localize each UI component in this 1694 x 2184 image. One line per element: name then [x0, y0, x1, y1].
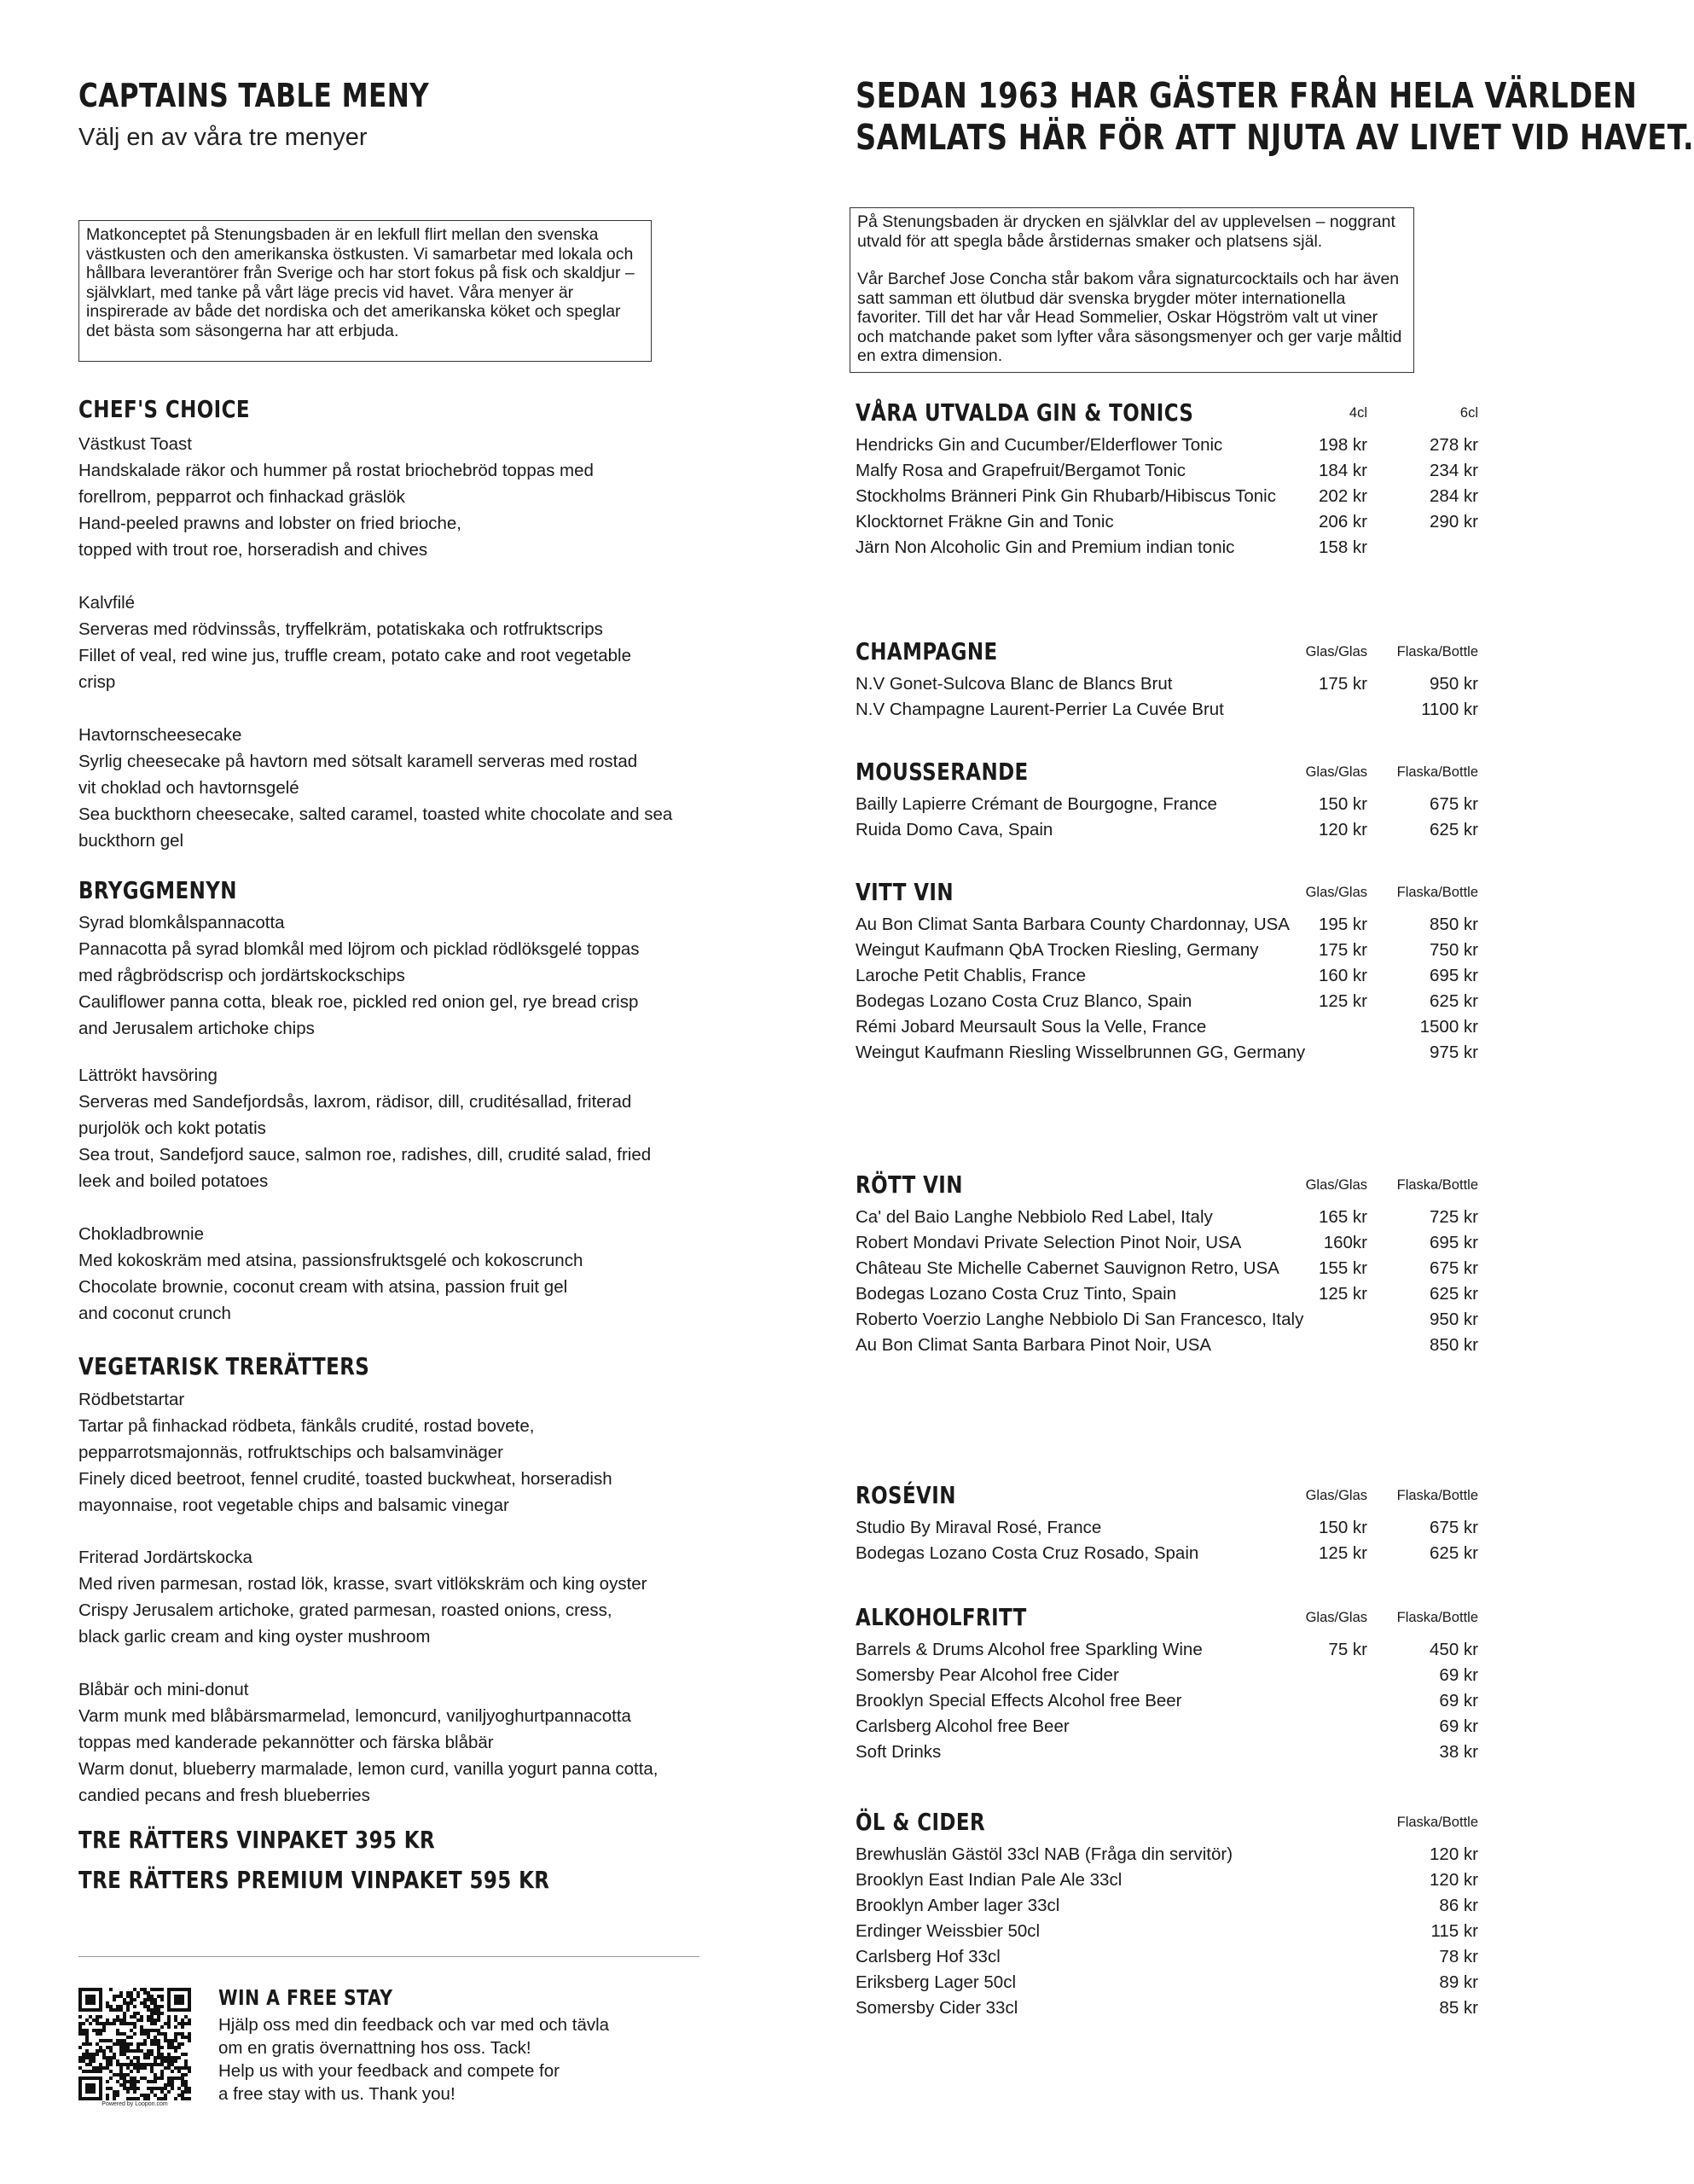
food-intro-text: Matkonceptet på Stenungsbaden är en lekfull flirt mellan den svenska västkusten och den amerikanska östkusten. Vi samarbetar med lokala och hållbara leverantörer från Sverige och har stort fokus på fisk och skaldjur – självklart, med tanke på vårt läge precis vid havet. Våra menyer är inspirerade av både det nordiska och det amerikanska köket och speglar det bästa som säsongerna har att erbjuda. [86, 225, 635, 340]
win-text [218, 2013, 662, 2106]
drinks-intro-p1: På Stenungsbaden är drycken en självklar del av upplevelsen – noggrant utvald för att spegla både årstidernas smaker och platsens själ. [857, 212, 1395, 251]
bottle-price: 625 kr [1430, 1543, 1478, 1563]
drink-row [856, 1637, 1478, 1663]
drink-name: Järn Non Alcoholic Gin and Premium indian tonic [856, 537, 1235, 557]
bottle-price: 675 kr [1430, 1518, 1478, 1537]
drink-section [856, 637, 1478, 723]
drink-name: Brooklyn Special Effects Alcohol free Beer [856, 1691, 1182, 1711]
drink-name: Bailly Lapierre Crémant de Bourgogne, France [856, 794, 1217, 814]
dish-block [78, 1221, 693, 1327]
bottle-price: 625 kr [1430, 1284, 1478, 1304]
drink-row [856, 1740, 1478, 1765]
menu-title: CAPTAINS TABLE MENY [78, 77, 430, 114]
dish-line: and coconut crunch [78, 1304, 231, 1323]
dish-name: Blåbär och mini-donut [78, 1680, 249, 1699]
dish-name: Syrad blomkålspannacotta [78, 913, 285, 932]
drink-row [856, 697, 1478, 723]
drink-section-heading: RÖTT VIN [856, 1170, 963, 1199]
drink-section [856, 758, 1478, 843]
drink-section-header [856, 1481, 1478, 1515]
drink-name: Bodegas Lozano Costa Cruz Tinto, Spain [856, 1284, 1177, 1304]
drink-section-heading: VÅRA UTVALDA GIN & TONICS [856, 398, 1194, 427]
drink-row [856, 671, 1478, 697]
drink-row [856, 792, 1478, 817]
bottle-price: 69 kr [1439, 1665, 1478, 1685]
bottle-price: 120 kr [1430, 1870, 1478, 1890]
drink-row [856, 1307, 1478, 1333]
dish-line: toppas med kanderade pekannötter och färska blåbär [78, 1733, 494, 1752]
menu-subtitle: Välj en av våra tre menyer [78, 124, 368, 151]
dish-line: buckthorn gel [78, 831, 184, 851]
drink-name: Au Bon Climat Santa Barbara County Chardonnay, USA [856, 915, 1290, 934]
drink-name: Malfy Rosa and Grapefruit/Bergamot Tonic [856, 461, 1186, 480]
bottle-price: 695 kr [1430, 966, 1478, 985]
drink-row [856, 1867, 1478, 1893]
drink-row [856, 1688, 1478, 1714]
glass-price: 206 kr [1319, 512, 1367, 531]
drink-section [856, 1808, 1478, 2021]
drink-name: Somersby Pear Alcohol free Cider [856, 1665, 1119, 1685]
dish-line: Pannacotta på syrad blomkål med löjrom och picklad rödlöksgelé toppas [78, 939, 640, 959]
drink-name: Weingut Kaufmann QbA Trocken Riesling, Germany [856, 940, 1259, 960]
drink-section [856, 1603, 1478, 1765]
dish-name: Rödbetstartar [78, 1390, 185, 1409]
glass-price: 202 kr [1319, 486, 1367, 506]
drink-section [856, 1481, 1478, 1566]
bottle-column-label: Flaska/Bottle [1396, 1610, 1478, 1625]
drinks-intro-p2: Vår Barchef Jose Concha står bakom våra signaturcocktails och har även satt samman ett ölutbud där svenska brygder möter internationella favoriter. Till det har vår Head Sommelier, Oskar Högström valt ut viner och matchande paket som lyfter våra säsongsmenyer och ger varje måltid en extra dimension. [857, 270, 1402, 365]
bottle-price: 78 kr [1439, 1947, 1478, 1966]
drinks-intro-box [850, 207, 1414, 373]
food-intro-box [78, 220, 652, 362]
drink-name: Brewhuslän Gästöl 33cl NAB (Fråga din servitör) [856, 1844, 1233, 1864]
win-line: Hjälp oss med din feedback och var med och tävla [218, 2015, 610, 2035]
drink-row [856, 1014, 1478, 1040]
win-line: Help us with your feedback and compete for [218, 2061, 560, 2081]
glass-price: 125 kr [1319, 991, 1367, 1011]
drinks-title-line: SEDAN 1963 HAR GÄSTER FRÅN HELA VÄRLDEN [856, 75, 1638, 116]
section-heading: BRYGGMENYN [78, 876, 237, 904]
glass-price: 165 kr [1319, 1207, 1367, 1227]
drink-name: Brooklyn Amber lager 33cl [856, 1896, 1060, 1915]
dish-block [78, 1386, 693, 1519]
drink-row [856, 1541, 1478, 1566]
bottle-column-label: 6cl [1459, 405, 1478, 421]
drink-name: Soft Drinks [856, 1742, 942, 1762]
drink-name: Hendricks Gin and Cucumber/Elderflower Tonic [856, 435, 1223, 455]
drinks-title [856, 75, 1694, 159]
section-heading: CHEF'S CHOICE [78, 395, 250, 423]
drink-section-heading: ALKOHOLFRITT [856, 1603, 1027, 1631]
drink-row [856, 1663, 1478, 1688]
drink-row [856, 433, 1478, 458]
glass-price: 150 kr [1319, 1518, 1367, 1537]
drink-row [856, 509, 1478, 535]
bottle-price: 625 kr [1430, 820, 1478, 839]
dish-line: Sea trout, Sandefjord sauce, salmon roe, radishes, dill, crudité salad, fried [78, 1145, 652, 1165]
dish-line: and Jerusalem artichoke chips [78, 1019, 315, 1038]
bottle-column-label: Flaska/Bottle [1396, 885, 1478, 900]
glass-column-label: Glas/Glas [1305, 1488, 1367, 1503]
drink-row [856, 1256, 1478, 1281]
glass-price: 184 kr [1319, 461, 1367, 480]
bottle-price: 284 kr [1430, 486, 1478, 506]
drink-name: Robert Mondavi Private Selection Pinot Noir, USA [856, 1233, 1242, 1252]
dish-name: Lättrökt havsöring [78, 1066, 218, 1085]
bottle-price: 278 kr [1430, 435, 1478, 455]
drink-row [856, 963, 1478, 989]
drinks-title-line: SAMLATS HÄR FÖR ATT NJUTA AV LIVET VID HAVET. [856, 117, 1694, 158]
drink-row [856, 1515, 1478, 1541]
dish-line: Med riven parmesan, rostad lök, krasse, svart vitlökskräm och king oyster [78, 1574, 647, 1594]
footer-divider [78, 1956, 699, 1957]
drink-section-header [856, 398, 1478, 433]
drink-section-header [856, 1808, 1478, 1842]
dish-line: Med kokoskräm med atsina, passionsfruktsgelé och kokoscrunch [78, 1251, 583, 1270]
bottle-price: 85 kr [1439, 1998, 1478, 2018]
drink-row [856, 817, 1478, 843]
dish-block [78, 909, 693, 1042]
glass-price: 75 kr [1328, 1640, 1367, 1659]
dish-line: Cauliflower panna cotta, bleak roe, pickled red onion gel, rye bread crisp [78, 992, 639, 1012]
bottle-price: 675 kr [1430, 794, 1478, 814]
drink-name: Somersby Cider 33cl [856, 1998, 1018, 2018]
drink-name: N.V Gonet-Sulcova Blanc de Blancs Brut [856, 674, 1173, 694]
bottle-price: 89 kr [1439, 1972, 1478, 1992]
glass-price: 198 kr [1319, 435, 1367, 455]
glass-price: 160kr [1323, 1233, 1367, 1252]
bottle-price: 975 kr [1430, 1043, 1478, 1062]
drink-name: Brooklyn East Indian Pale Ale 33cl [856, 1870, 1123, 1890]
drink-section [856, 398, 1478, 561]
drink-name: Bodegas Lozano Costa Cruz Blanco, Spain [856, 991, 1192, 1011]
glass-price: 155 kr [1319, 1258, 1367, 1278]
glass-price: 158 kr [1319, 537, 1367, 557]
dish-name: Friterad Jordärtskocka [78, 1548, 252, 1567]
section-heading: VEGETARISK TRERÄTTERS [78, 1352, 370, 1380]
glass-price: 195 kr [1319, 915, 1367, 934]
bottle-price: 234 kr [1430, 461, 1478, 480]
dish-name: Västkust Toast [78, 434, 192, 454]
dish-line: Varm munk med blåbärsmarmelad, lemoncurd, vaniljyoghurtpannacotta [78, 1706, 631, 1726]
drink-section-heading: CHAMPAGNE [856, 637, 998, 665]
drink-name: Erdinger Weissbier 50cl [856, 1921, 1041, 1941]
glass-price: 125 kr [1319, 1284, 1367, 1304]
drink-row [856, 1205, 1478, 1230]
bottle-price: 450 kr [1430, 1640, 1478, 1659]
glass-price: 175 kr [1319, 940, 1367, 960]
win-title: WIN A FREE STAY [218, 1985, 393, 2010]
dish-line: leek and boiled potatoes [78, 1171, 269, 1191]
glass-price: 125 kr [1319, 1543, 1367, 1563]
dish-line: topped with trout roe, horseradish and chives [78, 540, 428, 560]
drink-section-header [856, 1603, 1478, 1637]
bottle-price: 695 kr [1430, 1233, 1478, 1252]
drink-section-heading: ÖL & CIDER [856, 1808, 986, 1836]
bottle-price: 120 kr [1430, 1844, 1478, 1864]
drink-name: Eriksberg Lager 50cl [856, 1972, 1017, 1992]
bottle-price: 750 kr [1430, 940, 1478, 960]
bottle-column-label: Flaska/Bottle [1396, 644, 1478, 659]
drink-row [856, 1919, 1478, 1944]
bottle-price: 69 kr [1439, 1691, 1478, 1711]
dish-name: Havtornscheesecake [78, 725, 242, 745]
drink-name: Carlsberg Alcohol free Beer [856, 1716, 1070, 1736]
bottle-price: 115 kr [1430, 1921, 1478, 1941]
win-line: om en gratis övernattning hos oss. Tack! [218, 2038, 531, 2058]
qr-caption: Powered by Loopon.com [102, 2101, 168, 2107]
drink-row [856, 1944, 1478, 1970]
bottle-price: 950 kr [1430, 1310, 1478, 1329]
bottle-price: 1100 kr [1421, 700, 1478, 719]
dish-line: Tartar på finhackad rödbeta, fänkåls crudité, rostad bovete, [78, 1416, 535, 1436]
dish-line: Fillet of veal, red wine jus, truffle cream, potato cake and root vegetable [78, 646, 632, 665]
dish-line: Chocolate brownie, coconut cream with atsina, passion fruit gel [78, 1277, 568, 1297]
dish-line: med rågbrödscrisp och jordärtskockschips [78, 966, 405, 985]
bottle-price: 850 kr [1430, 915, 1478, 934]
dish-line: Warm donut, blueberry marmalade, lemon curd, vanilla yogurt panna cotta, [78, 1759, 658, 1779]
drink-row [856, 989, 1478, 1014]
dish-name: Chokladbrownie [78, 1224, 205, 1244]
drink-name: Studio By Miraval Rosé, France [856, 1518, 1102, 1537]
dish-line: Serveras med Sandefjordsås, laxrom, rädisor, dill, cruditésallad, friterad [78, 1092, 632, 1112]
glass-column-label: 4cl [1349, 405, 1367, 421]
drink-row [856, 1970, 1478, 1995]
dish-line: forellrom, pepparrot och finhackad gräslök [78, 487, 405, 507]
dish-block [78, 431, 693, 563]
drink-name: Klocktornet Fräkne Gin and Tonic [856, 512, 1114, 531]
drink-section [856, 1170, 1478, 1358]
drink-row [856, 458, 1478, 484]
dish-block [78, 590, 693, 695]
drink-section-header [856, 758, 1478, 792]
glass-column-label: Glas/Glas [1305, 1177, 1367, 1193]
dish-line: Sea buckthorn cheesecake, salted caramel, toasted white chocolate and sea [78, 804, 673, 824]
drink-section [856, 878, 1478, 1066]
drink-name: Rémi Jobard Meursault Sous la Velle, France [856, 1017, 1207, 1037]
dish-line: Crispy Jerusalem artichoke, grated parmesan, roasted onions, cress, [78, 1600, 612, 1620]
drink-row [856, 912, 1478, 938]
glass-price: 160 kr [1319, 966, 1367, 985]
drink-row [856, 1333, 1478, 1358]
drink-section-heading: VITT VIN [856, 878, 954, 906]
drink-name: Au Bon Climat Santa Barbara Pinot Noir, USA [856, 1335, 1212, 1355]
dish-block [78, 1062, 693, 1194]
drink-name: Weingut Kaufmann Riesling Wisselbrunnen GG, Germany [856, 1043, 1306, 1062]
drink-name: Roberto Voerzio Langhe Nebbiolo Di San Francesco, Italy [856, 1310, 1304, 1329]
bottle-price: 675 kr [1430, 1258, 1478, 1278]
drink-name: Ca' del Baio Langhe Nebbiolo Red Label, Italy [856, 1207, 1213, 1227]
glass-column-label: Glas/Glas [1305, 644, 1367, 659]
drink-section-heading: MOUSSERANDE [856, 758, 1029, 786]
dish-line: vit choklad och havtornsgelé [78, 778, 299, 798]
dish-line: Serveras med rödvinssås, tryffelkräm, potatiskaka och rotfruktscrips [78, 619, 603, 639]
dish-line: black garlic cream and king oyster mushroom [78, 1627, 431, 1647]
bottle-price: 290 kr [1430, 512, 1478, 531]
dish-name: Kalvfilé [78, 593, 136, 613]
drink-name: N.V Champagne Laurent-Perrier La Cuvée Brut [856, 700, 1224, 719]
drink-name: Ruida Domo Cava, Spain [856, 820, 1053, 839]
drink-row [856, 1230, 1478, 1256]
drink-row [856, 1893, 1478, 1919]
drink-section-header [856, 637, 1478, 671]
premium-wine-package-heading: TRE RÄTTERS PREMIUM VINPAKET 595 KR [78, 1866, 550, 1894]
dish-line: Handskalade räkor och hummer på rostat briochebröd toppas med [78, 461, 594, 480]
glass-column-label: Glas/Glas [1305, 764, 1367, 780]
glass-price: 150 kr [1319, 794, 1367, 814]
dish-line: pepparrotsmajonnäs, rotfruktschips och balsamvinäger [78, 1443, 503, 1462]
drink-name: Château Ste Michelle Cabernet Sauvignon Retro, USA [856, 1258, 1279, 1278]
drink-name: Bodegas Lozano Costa Cruz Rosado, Spain [856, 1543, 1199, 1563]
drink-row [856, 938, 1478, 963]
drink-name: Carlsberg Hof 33cl [856, 1947, 1001, 1966]
dish-block [78, 1676, 693, 1809]
bottle-price: 725 kr [1430, 1207, 1478, 1227]
dish-line: purjolök och kokt potatis [78, 1118, 266, 1138]
dish-line: crisp [78, 672, 116, 692]
drink-section-header [856, 878, 1478, 912]
bottle-price: 69 kr [1439, 1716, 1478, 1736]
bottle-column-label: Flaska/Bottle [1396, 1815, 1478, 1830]
bottle-price: 850 kr [1430, 1335, 1478, 1355]
glass-column-label: Glas/Glas [1305, 885, 1367, 900]
drink-row [856, 1040, 1478, 1066]
drink-name: Stockholms Bränneri Pink Gin Rhubarb/Hibiscus Tonic [856, 486, 1276, 506]
bottle-column-label: Flaska/Bottle [1396, 764, 1478, 780]
dish-line: mayonnaise, root vegetable chips and balsamic vinegar [78, 1496, 509, 1515]
drink-row [856, 1842, 1478, 1867]
bottle-price: 1500 kr [1419, 1017, 1478, 1037]
wine-package-heading: TRE RÄTTERS VINPAKET 395 KR [78, 1826, 436, 1854]
glass-column-label: Glas/Glas [1305, 1610, 1367, 1625]
drink-row [856, 535, 1478, 561]
dish-block [78, 1544, 693, 1650]
qr-code-icon[interactable] [78, 1988, 191, 2100]
bottle-price: 950 kr [1430, 674, 1478, 694]
win-line: a free stay with us. Thank you! [218, 2084, 455, 2104]
glass-price: 120 kr [1319, 820, 1367, 839]
drink-name: Barrels & Drums Alcohol free Sparkling Wine [856, 1640, 1203, 1659]
dish-line: candied pecans and fresh blueberries [78, 1786, 370, 1805]
drink-section-header [856, 1170, 1478, 1205]
bottle-column-label: Flaska/Bottle [1396, 1488, 1478, 1503]
drink-row [856, 1281, 1478, 1307]
drink-row [856, 1714, 1478, 1740]
bottle-price: 625 kr [1430, 991, 1478, 1011]
bottle-price: 38 kr [1439, 1742, 1478, 1762]
drink-section-heading: ROSÉVIN [856, 1481, 956, 1509]
dish-line: Syrlig cheesecake på havtorn med sötsalt karamell serveras med rostad [78, 752, 638, 771]
dish-block [78, 722, 693, 854]
dish-line: Finely diced beetroot, fennel crudité, toasted buckwheat, horseradish [78, 1469, 612, 1489]
bottle-column-label: Flaska/Bottle [1396, 1177, 1478, 1193]
dish-line: Hand-peeled prawns and lobster on fried brioche, [78, 514, 461, 533]
drink-row [856, 484, 1478, 509]
drink-row [856, 1995, 1478, 2021]
bottle-price: 86 kr [1439, 1896, 1478, 1915]
drink-name: Laroche Petit Chablis, France [856, 966, 1087, 985]
glass-price: 175 kr [1319, 674, 1367, 694]
